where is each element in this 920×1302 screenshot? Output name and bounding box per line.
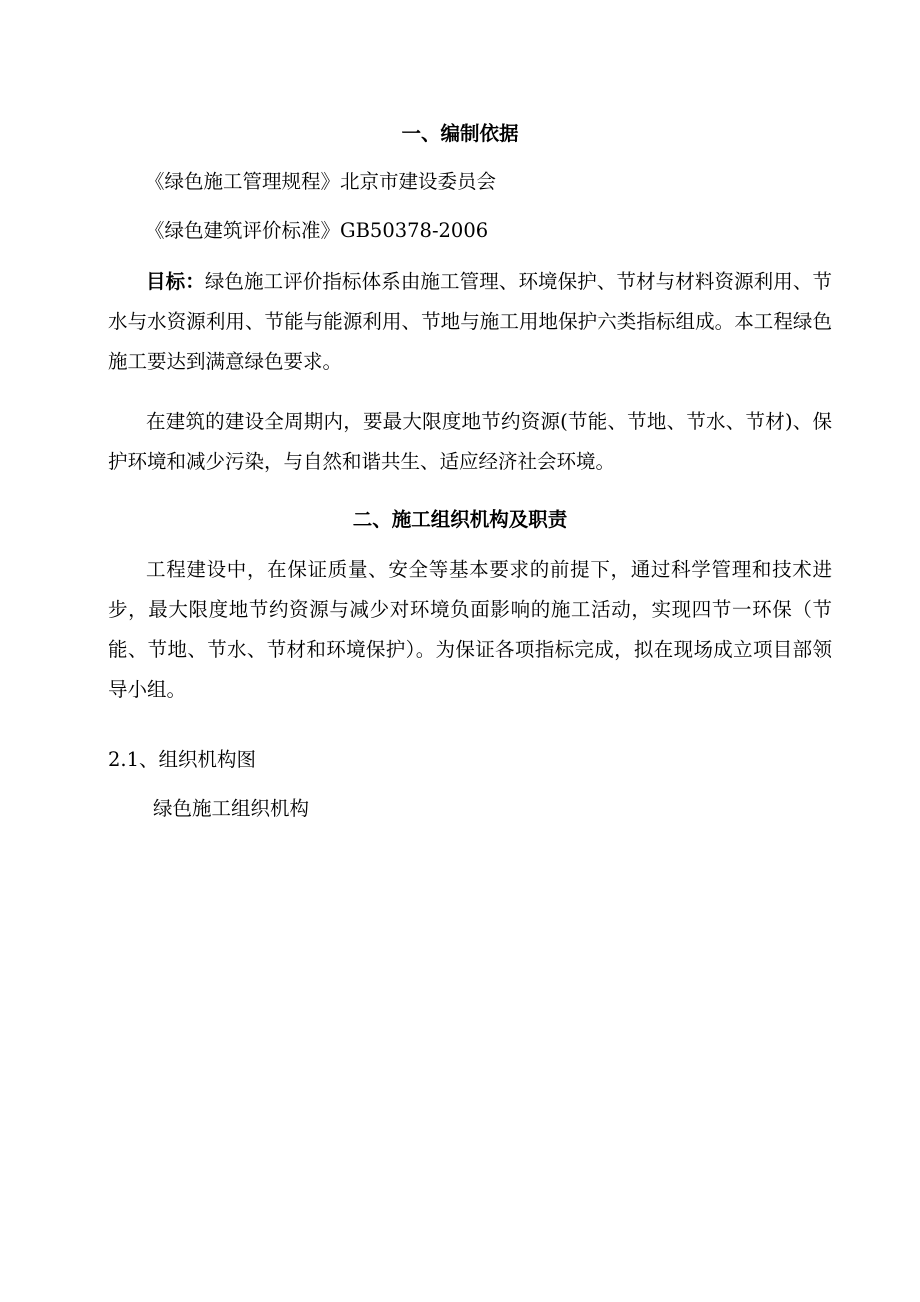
goal-label: 目标： [146, 270, 205, 293]
organization-paragraph: 工程建设中，在保证质量、安全等基本要求的前提下，通过科学管理和技术进步，最大限度地节约资源与减少对环境负面影响的施工活动，实现四节一环保（节能、节地、节水、节材和环境保护）。为保证各项指标完成，拟在现场成立项目部领导小组。 [108, 558, 832, 701]
goal-text: 绿色施工评价指标体系由施工管理、环境保护、节材与材料资源利用、节水与水资源利用、节能与能源利用、节地与施工用地保护六类指标组成。本工程绿色施工要达到满意绿色要求。 [108, 270, 832, 373]
reference-2: 《绿色建筑评价标准》GB50378-2006 [145, 219, 489, 242]
section-1-heading: 一、编制依据 [401, 122, 519, 145]
subsection-heading: 2.1、组织机构图 [108, 748, 257, 771]
goal-paragraph [108, 262, 832, 382]
resource-paragraph: 在建筑的建设全周期内，要最大限度地节约资源(节能、节地、节水、节材)、保护环境和减少污染，与自然和谐共生、适应经济社会环境。 [108, 410, 832, 473]
org-chart-title: 绿色施工组织机构 [153, 797, 310, 820]
reference-1: 《绿色施工管理规程》北京市建设委员会 [145, 170, 497, 193]
section-2-heading: 二、施工组织机构及职责 [352, 508, 568, 531]
